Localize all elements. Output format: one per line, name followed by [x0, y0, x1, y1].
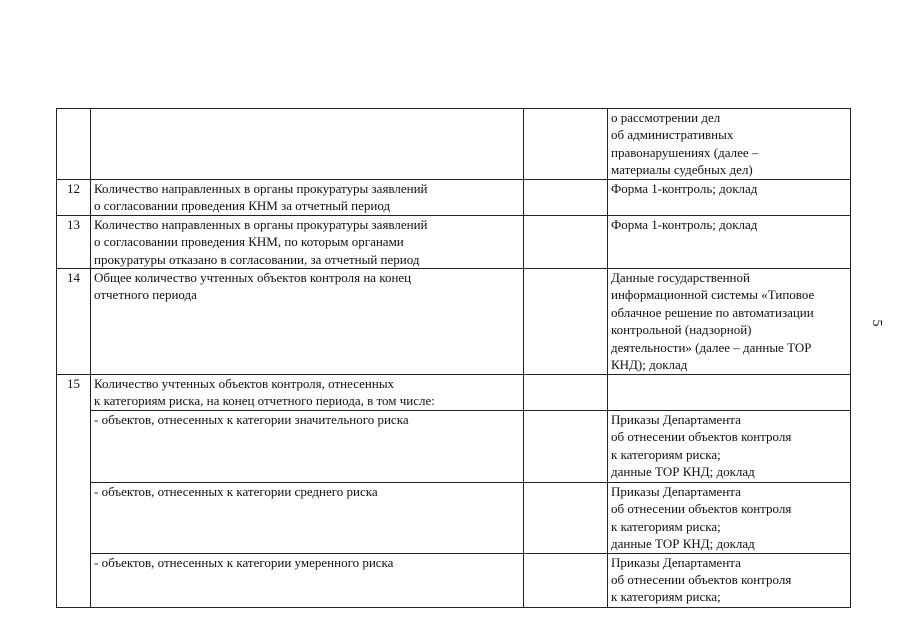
- table-row: [57, 269, 851, 375]
- indicator-description: Количество учтенных объектов контроля, отнесенных к категориям риска, на конец отчетного периода, в том числе:: [91, 375, 524, 411]
- table-row: [57, 180, 851, 216]
- indicator-description: - объектов, отнесенных к категории среднего риска: [91, 483, 524, 554]
- table-row: [57, 109, 851, 180]
- page-number: 5: [869, 319, 884, 327]
- empty-cell: [524, 553, 608, 607]
- row-number: 14: [57, 269, 91, 375]
- row-number: [57, 109, 91, 180]
- empty-cell: [524, 375, 608, 411]
- data-source: Форма 1-контроль; доклад: [608, 215, 851, 268]
- indicator-description: - объектов, отнесенных к категории значительного риска: [91, 411, 524, 483]
- data-source: [608, 375, 851, 411]
- data-source: Форма 1-контроль; доклад: [608, 180, 851, 216]
- empty-cell: [524, 411, 608, 483]
- data-source: Приказы Департамента об отнесении объектов контроля к категориям риска;: [608, 553, 851, 607]
- row-number: 15: [57, 375, 91, 608]
- indicators-table: [56, 108, 851, 608]
- table-row: [57, 483, 851, 554]
- table-row: [57, 553, 851, 607]
- row-number: 12: [57, 180, 91, 216]
- empty-cell: [524, 180, 608, 216]
- indicator-description: Общее количество учтенных объектов контроля на конец отчетного периода: [91, 269, 524, 375]
- data-source: Приказы Департамента об отнесении объектов контроля к категориям риска; данные ТОР КНД; доклад: [608, 483, 851, 554]
- indicator-description: - объектов, отнесенных к категории умеренного риска: [91, 553, 524, 607]
- table-row: [57, 215, 851, 268]
- table-row: [57, 411, 851, 483]
- indicator-description: Количество направленных в органы прокуратуры заявлений о согласовании проведения КНМ за отчетный период: [91, 180, 524, 216]
- empty-cell: [524, 269, 608, 375]
- data-source: о рассмотрении дел об административных правонарушениях (далее – материалы судебных дел): [608, 109, 851, 180]
- data-source: Данные государственной информационной системы «Типовое облачное решение по автоматизации контрольной (надзорной) деятельности» (далее – данные ТОР КНД); доклад: [608, 269, 851, 375]
- empty-cell: [524, 109, 608, 180]
- row-number: 13: [57, 215, 91, 268]
- indicator-description: Количество направленных в органы прокуратуры заявлений о согласовании проведения КНМ, по которым органами прокуратуры отказано в согласовании, за отчетный период: [91, 215, 524, 268]
- table-row: [57, 375, 851, 411]
- empty-cell: [524, 483, 608, 554]
- indicator-description: [91, 109, 524, 180]
- empty-cell: [524, 215, 608, 268]
- data-source: Приказы Департамента об отнесении объектов контроля к категориям риска; данные ТОР КНД; доклад: [608, 411, 851, 483]
